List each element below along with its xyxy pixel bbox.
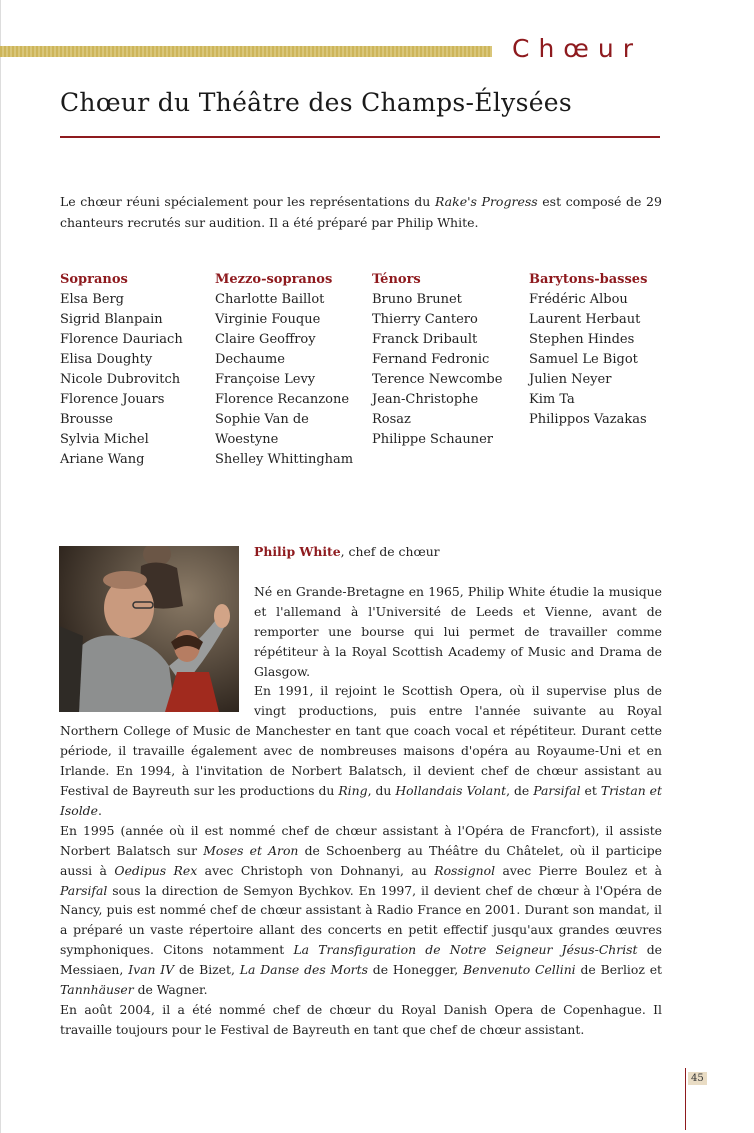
page-rule: [685, 1068, 686, 1130]
singer-name: Virginie Fouque: [215, 312, 321, 327]
voice-section-heading: Mezzo-sopranos: [215, 272, 333, 287]
bio-paragraph-3: [60, 821, 662, 1000]
page-title: Chœur du Théâtre des Champs-Élysées: [60, 88, 573, 117]
singer-name: Sigrid Blanpain: [60, 312, 163, 327]
singer-name: Brousse: [60, 412, 114, 427]
bio-text: de Messiaen,: [60, 942, 662, 978]
work-title: Rossignol: [434, 862, 496, 878]
voice-section-heading: Barytons-basses: [529, 272, 648, 287]
singer-name: Dechaume: [215, 352, 285, 367]
bio-text: avec Pierre Boulez et à: [495, 862, 663, 878]
singer-name: Elisa Doughty: [60, 352, 153, 367]
page-number: 45: [688, 1072, 707, 1085]
work-title: Hollandais Volant: [395, 782, 507, 798]
bio-text: de Schoenberg au Théâtre du Châtelet, où il participe aussi à: [60, 842, 662, 878]
intro-work-title: Rake's Progress: [434, 193, 538, 209]
bio-role: , chef de chœur: [340, 544, 440, 559]
header-gold-bar: [0, 46, 492, 57]
bio-paragraph-4: En août 2004, il a été nommé chef de chœur du Royal Danish Opera de Copenhague. Il travaille toujours pour le Festival de Bayreuth en tant que chef de chœur assistant.: [60, 1001, 662, 1037]
singer-name: Fernand Fedronic: [372, 352, 490, 367]
bio-text: sous la direction de Semyon Bychkov. En 1997, il devient chef de chœur à l'Opéra de Nancy, puis est nommé chef de chœur assistant à Radio France en 2001. Durant son mandat, il a préparé un vaste répertoire allant des concerts en petit effectif jusqu'aux grandes œuvres symphoniques. Citons notamment: [60, 882, 662, 958]
voice-section-sopranos: [60, 270, 183, 470]
work-title: Ivan IV: [128, 962, 175, 978]
singer-name: Samuel Le Bigot: [529, 352, 638, 367]
bio-text: En 1991, il rejoint le Scottish Opera, où il supervise plus de vingt productions, puis entre l'année suivante au Royal Northern College of Music de Manchester en tant que coach vocal et répétiteur. Durant cette période, il travaille également avec de nombreuses maisons d'opéra au Royaume-Uni et en Irlande. En 1994, à l'invitation de Norbert Balatsch, il devient chef de chœur assistant au Festival de Bayreuth sur les productions du: [60, 683, 662, 798]
bio-text: Né en Grande-Bretagne en 1965, Philip White étudie la musique et l'allemand à l'Université de Leeds et Vienne, avant de remporter une bourse qui lui permet de travailler comme répétiteur à la Royal Scottish Academy of Music and Drama de Glasgow.: [254, 583, 662, 679]
singer-name: Sylvia Michel: [60, 432, 149, 447]
voice-section-mezzo-sopranos: [215, 270, 353, 470]
voice-section-heading: Sopranos: [60, 272, 128, 287]
bio-text: de Berlioz et: [575, 962, 663, 978]
bio-text: de Honegger,: [367, 962, 463, 978]
work-title: Parsifal: [533, 782, 581, 798]
work-title: Tannhäuser: [60, 982, 134, 998]
work-title: Oedipus Rex: [114, 862, 198, 878]
singer-name: Florence Jouars: [60, 392, 165, 407]
bio-text: , du: [367, 782, 396, 798]
singer-name: Frédéric Albou: [529, 292, 628, 307]
singer-name: Julien Neyer: [529, 372, 612, 387]
photo-wrap-spacer: [60, 542, 254, 710]
singer-name: Terence Newcombe: [372, 372, 503, 387]
singer-name: Woestyne: [215, 432, 279, 447]
work-title: Moses et Aron: [203, 842, 299, 858]
bio-section: [60, 542, 662, 1040]
singer-name: Florence Recanzone: [215, 392, 350, 407]
bio-text: avec Christoph von Dohnanyi, au: [197, 862, 435, 878]
bio-text: .: [97, 802, 102, 818]
section-label: Chœur: [512, 34, 642, 63]
work-title: La Danse des Morts: [239, 962, 368, 978]
singer-name: Shelley Whittingham: [215, 452, 354, 467]
bio-text: et: [580, 782, 601, 798]
work-title: Benvenuto Cellini: [463, 962, 576, 978]
title-rule: [60, 136, 660, 138]
bio-text: de Wagner.: [133, 982, 208, 998]
singer-name: Stephen Hindes: [529, 332, 635, 347]
intro-paragraph: [60, 191, 662, 233]
singer-name: Kim Ta: [529, 392, 575, 407]
singer-name: Sophie Van de: [215, 412, 309, 427]
work-title: Tristan et Isolde: [60, 782, 662, 818]
intro-text-before: Le chœur réuni spécialement pour les représentations du: [60, 193, 435, 209]
voice-section-heading: Ténors: [372, 272, 421, 287]
bio-text: En 1995 (année où il est nommé chef de chœur assistant à l'Opéra de Francfort), il assiste Norbert Balatsch sur: [60, 822, 662, 858]
work-title: La Transfiguration de Notre Seigneur Jésus-Christ: [293, 942, 638, 958]
singer-name: Bruno Brunet: [372, 292, 462, 307]
singer-name: Elsa Berg: [60, 292, 124, 307]
singer-name: Charlotte Baillot: [215, 292, 325, 307]
bio-text: , de: [506, 782, 534, 798]
intro-text-after: est composé de 29 chanteurs recrutés sur audition. Il a été préparé par Philip White.: [60, 193, 662, 230]
singer-name: Thierry Cantero: [372, 312, 478, 327]
singer-name: Florence Dauriach: [60, 332, 183, 347]
singer-name: Claire Geoffroy: [215, 332, 316, 347]
singer-name: Jean-Christophe: [372, 392, 479, 407]
singer-name: Ariane Wang: [60, 452, 145, 467]
singer-name: Nicole Dubrovitch: [60, 372, 181, 387]
bio-name: Philip White: [254, 544, 341, 559]
work-title: Parsifal: [60, 882, 108, 898]
singer-name: Laurent Herbaut: [529, 312, 641, 327]
voice-section-barytons-basses: [529, 270, 647, 430]
singer-name: Rosaz: [372, 412, 411, 427]
bio-text: de Bizet,: [174, 962, 240, 978]
singer-name: Philippos Vazakas: [529, 412, 647, 427]
page-edge: [0, 0, 1, 1133]
singer-name: Françoise Levy: [215, 372, 316, 387]
voice-section-tenors: [372, 270, 502, 450]
singer-name: Franck Dribault: [372, 332, 478, 347]
singer-name: Philippe Schauner: [372, 432, 494, 447]
work-title: Ring: [338, 782, 368, 798]
